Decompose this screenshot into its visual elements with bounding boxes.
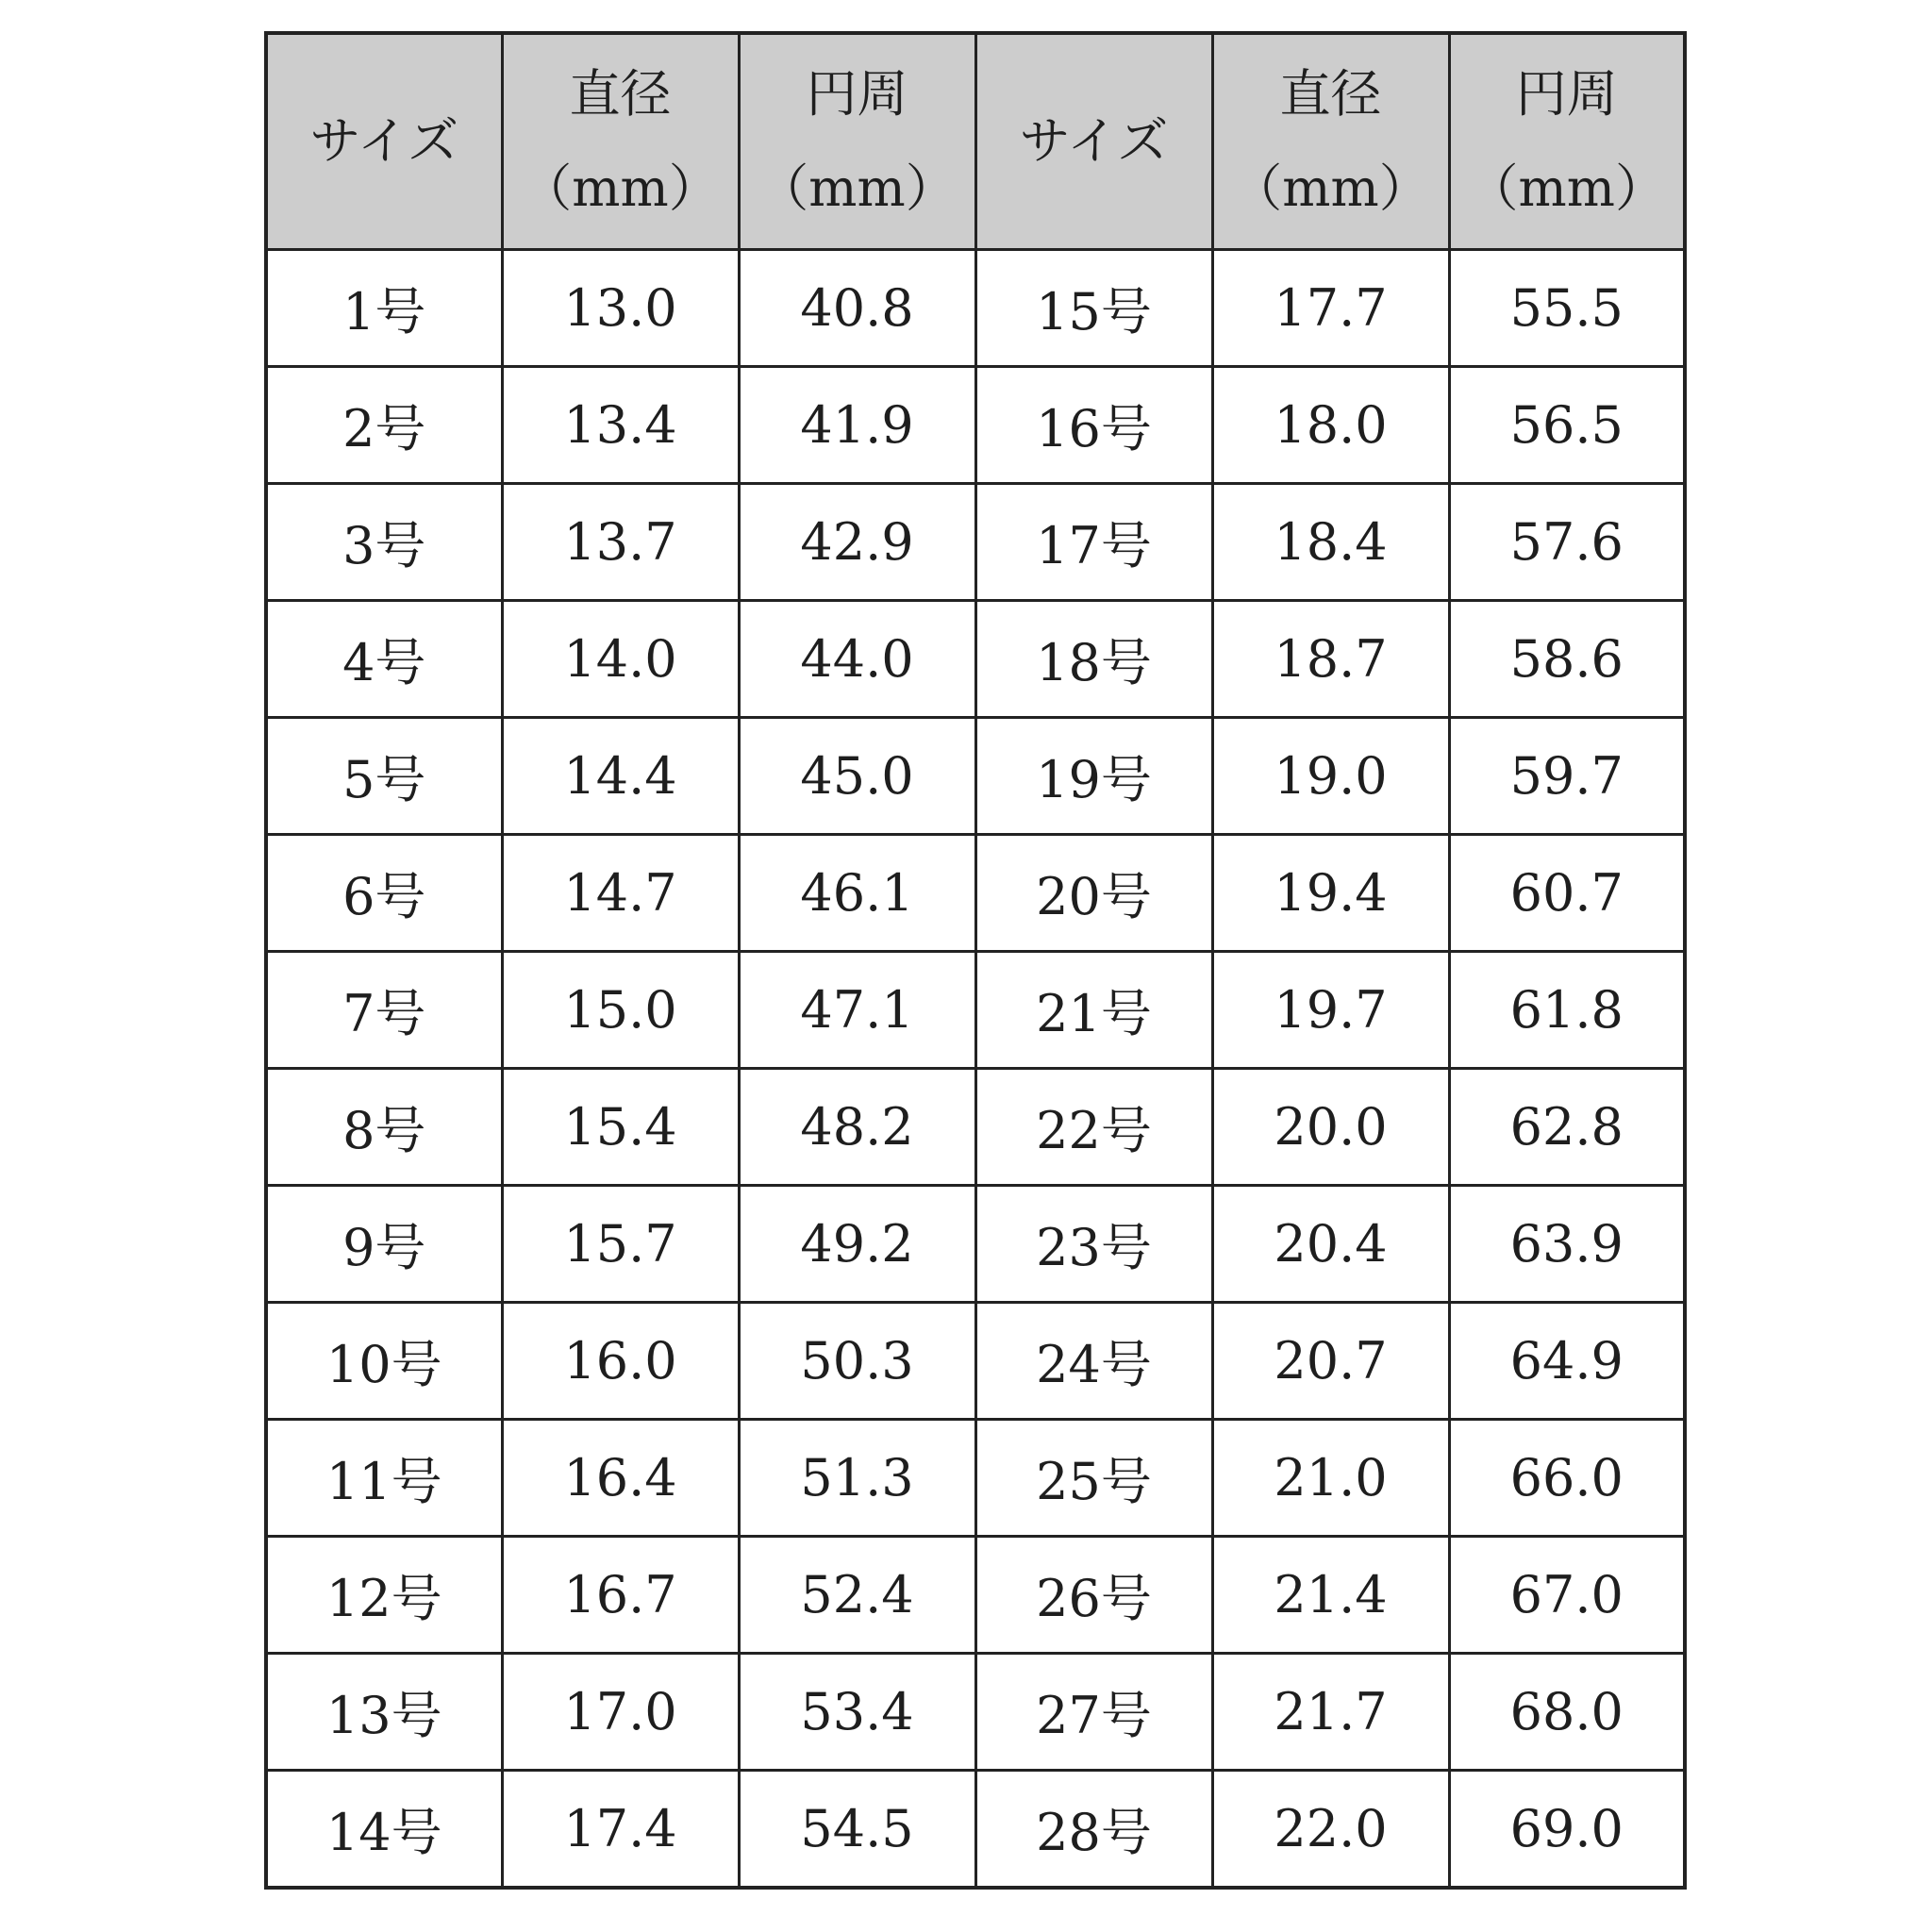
- table-row: [266, 1186, 1685, 1303]
- cell-size-right: 26号: [975, 1537, 1212, 1654]
- cell-diameter-left: 17.0: [502, 1654, 739, 1771]
- table-row: [266, 952, 1685, 1069]
- cell-size-right: 23号: [975, 1186, 1212, 1303]
- cell-circumference-right: 63.9: [1449, 1186, 1685, 1303]
- cell-size-left: 4号: [266, 601, 502, 718]
- cell-circumference-left: 47.1: [739, 952, 975, 1069]
- header-label: サイズ: [309, 111, 459, 171]
- cell-size-left: 2号: [266, 367, 502, 484]
- cell-circumference-right: 60.7: [1449, 835, 1685, 952]
- cell-diameter-left: 15.4: [502, 1069, 739, 1186]
- header-diameter-left: [502, 33, 739, 250]
- cell-diameter-right: 20.0: [1212, 1069, 1449, 1186]
- cell-size-left: 10号: [266, 1303, 502, 1420]
- cell-size-left: 1号: [266, 250, 502, 367]
- cell-circumference-right: 56.5: [1449, 367, 1685, 484]
- header-label: 円周: [1515, 64, 1618, 124]
- cell-diameter-left: 13.4: [502, 367, 739, 484]
- table-row: [266, 484, 1685, 601]
- cell-diameter-left: 13.0: [502, 250, 739, 367]
- ring-size-table: [264, 31, 1687, 1890]
- cell-circumference-right: 62.8: [1449, 1069, 1685, 1186]
- cell-diameter-left: 13.7: [502, 484, 739, 601]
- cell-circumference-left: 50.3: [739, 1303, 975, 1420]
- table-row: [266, 1654, 1685, 1771]
- cell-diameter-right: 19.7: [1212, 952, 1449, 1069]
- cell-circumference-left: 52.4: [739, 1537, 975, 1654]
- cell-circumference-left: 42.9: [739, 484, 975, 601]
- cell-diameter-right: 18.0: [1212, 367, 1449, 484]
- table-row: [266, 250, 1685, 367]
- table-header: [266, 33, 1685, 250]
- cell-circumference-left: 45.0: [739, 718, 975, 835]
- cell-diameter-right: 21.7: [1212, 1654, 1449, 1771]
- cell-diameter-left: 14.4: [502, 718, 739, 835]
- header-unit: （mm）: [1467, 158, 1666, 218]
- cell-circumference-right: 58.6: [1449, 601, 1685, 718]
- cell-size-right: 20号: [975, 835, 1212, 952]
- cell-size-left: 8号: [266, 1069, 502, 1186]
- cell-diameter-right: 18.4: [1212, 484, 1449, 601]
- cell-diameter-right: 19.4: [1212, 835, 1449, 952]
- table-row: [266, 1420, 1685, 1537]
- cell-size-right: 19号: [975, 718, 1212, 835]
- cell-diameter-right: 17.7: [1212, 250, 1449, 367]
- header-label: 直径: [569, 64, 672, 124]
- cell-circumference-right: 64.9: [1449, 1303, 1685, 1420]
- table-row: [266, 1537, 1685, 1654]
- header-circumference-right: [1449, 33, 1685, 250]
- header-label: 円周: [806, 64, 908, 124]
- cell-diameter-right: 22.0: [1212, 1771, 1449, 1889]
- header-unit: （mm）: [1231, 158, 1430, 218]
- cell-circumference-right: 57.6: [1449, 484, 1685, 601]
- cell-circumference-left: 44.0: [739, 601, 975, 718]
- table-row: [266, 601, 1685, 718]
- cell-size-right: 22号: [975, 1069, 1212, 1186]
- header-size-left: [266, 33, 502, 250]
- cell-circumference-left: 48.2: [739, 1069, 975, 1186]
- cell-size-left: 14号: [266, 1771, 502, 1889]
- cell-size-left: 12号: [266, 1537, 502, 1654]
- cell-circumference-left: 40.8: [739, 250, 975, 367]
- cell-circumference-left: 53.4: [739, 1654, 975, 1771]
- cell-diameter-left: 16.7: [502, 1537, 739, 1654]
- cell-size-right: 16号: [975, 367, 1212, 484]
- table-row: [266, 1069, 1685, 1186]
- table-row: [266, 718, 1685, 835]
- cell-diameter-right: 20.7: [1212, 1303, 1449, 1420]
- header-diameter-right: [1212, 33, 1449, 250]
- cell-size-right: 17号: [975, 484, 1212, 601]
- cell-circumference-right: 67.0: [1449, 1537, 1685, 1654]
- cell-size-right: 27号: [975, 1654, 1212, 1771]
- cell-circumference-left: 51.3: [739, 1420, 975, 1537]
- header-unit: （mm）: [758, 158, 957, 218]
- cell-circumference-right: 61.8: [1449, 952, 1685, 1069]
- cell-circumference-left: 49.2: [739, 1186, 975, 1303]
- cell-diameter-right: 21.0: [1212, 1420, 1449, 1537]
- cell-size-left: 6号: [266, 835, 502, 952]
- cell-circumference-left: 41.9: [739, 367, 975, 484]
- cell-circumference-right: 69.0: [1449, 1771, 1685, 1889]
- cell-size-right: 15号: [975, 250, 1212, 367]
- cell-circumference-right: 59.7: [1449, 718, 1685, 835]
- cell-circumference-left: 46.1: [739, 835, 975, 952]
- header-label: 直径: [1279, 64, 1382, 124]
- table-row: [266, 1771, 1685, 1889]
- cell-size-left: 11号: [266, 1420, 502, 1537]
- cell-diameter-left: 17.4: [502, 1771, 739, 1889]
- cell-circumference-left: 54.5: [739, 1771, 975, 1889]
- cell-size-left: 13号: [266, 1654, 502, 1771]
- header-circumference-left: [739, 33, 975, 250]
- cell-diameter-right: 20.4: [1212, 1186, 1449, 1303]
- cell-size-right: 25号: [975, 1420, 1212, 1537]
- header-row: [266, 33, 1685, 250]
- table-row: [266, 367, 1685, 484]
- header-label: サイズ: [1019, 111, 1169, 171]
- cell-size-right: 18号: [975, 601, 1212, 718]
- cell-size-right: 24号: [975, 1303, 1212, 1420]
- cell-size-right: 28号: [975, 1771, 1212, 1889]
- cell-diameter-left: 16.4: [502, 1420, 739, 1537]
- cell-diameter-left: 16.0: [502, 1303, 739, 1420]
- header-unit: （mm）: [521, 158, 720, 218]
- cell-diameter-left: 14.0: [502, 601, 739, 718]
- cell-size-left: 3号: [266, 484, 502, 601]
- cell-size-left: 7号: [266, 952, 502, 1069]
- cell-circumference-right: 66.0: [1449, 1420, 1685, 1537]
- cell-diameter-right: 21.4: [1212, 1537, 1449, 1654]
- cell-diameter-left: 14.7: [502, 835, 739, 952]
- cell-size-left: 9号: [266, 1186, 502, 1303]
- table-body: [266, 250, 1685, 1889]
- cell-size-left: 5号: [266, 718, 502, 835]
- cell-diameter-left: 15.7: [502, 1186, 739, 1303]
- cell-diameter-right: 18.7: [1212, 601, 1449, 718]
- table-row: [266, 835, 1685, 952]
- cell-circumference-right: 55.5: [1449, 250, 1685, 367]
- cell-diameter-left: 15.0: [502, 952, 739, 1069]
- table-row: [266, 1303, 1685, 1420]
- header-size-right: [975, 33, 1212, 250]
- cell-circumference-right: 68.0: [1449, 1654, 1685, 1771]
- cell-size-right: 21号: [975, 952, 1212, 1069]
- cell-diameter-right: 19.0: [1212, 718, 1449, 835]
